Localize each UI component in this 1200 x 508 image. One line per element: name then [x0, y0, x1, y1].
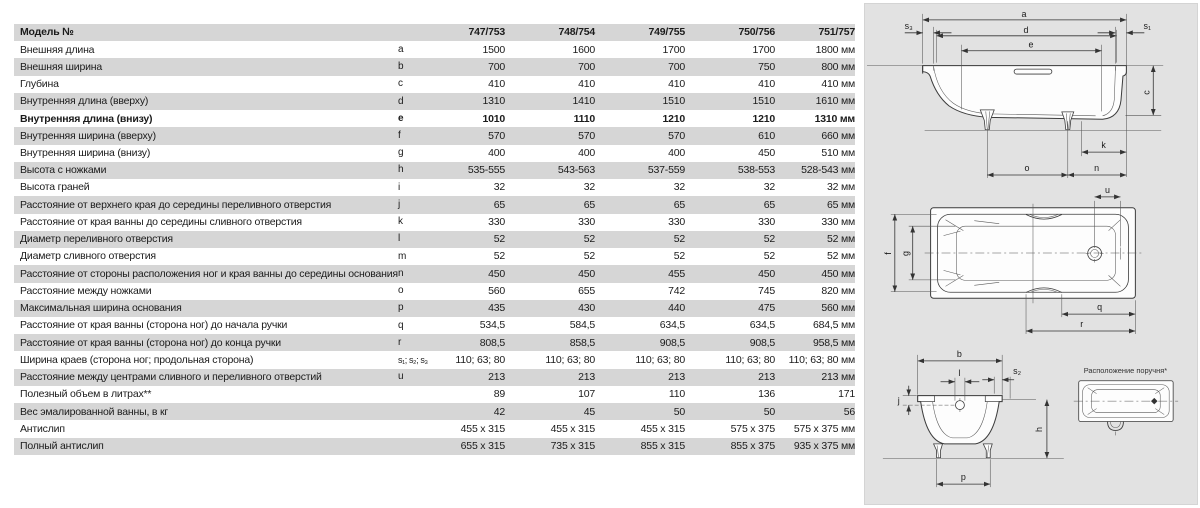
row-value: 634,5 — [659, 319, 685, 332]
dim-label-s2: s₂ — [1013, 365, 1022, 376]
row-value: 52 — [763, 233, 775, 246]
row-value: 50 — [673, 405, 685, 418]
table-row — [14, 283, 855, 300]
row-value: 330 — [668, 215, 685, 228]
row-value: 450 — [578, 267, 595, 280]
row-value: 1310 — [482, 95, 505, 108]
row-value: 450 — [758, 147, 775, 159]
diagram-panel — [864, 3, 1198, 505]
row-value: 330 — [758, 215, 775, 228]
row-value: 535-555 — [467, 164, 505, 177]
row-value: 455 x 315 — [460, 422, 505, 435]
row-value: 610 — [758, 129, 775, 142]
table-row — [14, 334, 855, 351]
dim-label-g: g — [900, 251, 911, 256]
row-value: 908,5 — [749, 336, 775, 349]
row-value: 65 — [673, 198, 685, 211]
row-value: 534,5 — [479, 319, 505, 332]
dim-label-j: j — [897, 395, 900, 406]
row-label: Высота с ножками — [20, 165, 107, 176]
top-view-drawing — [883, 185, 1143, 334]
row-value: 570 — [668, 129, 685, 142]
row-value: 52 — [493, 250, 505, 263]
dim-label-c: c — [1141, 90, 1152, 95]
row-value: 584,5 — [569, 319, 595, 332]
row-value: 908,5 — [659, 336, 685, 349]
row-value: 410 — [758, 78, 775, 91]
row-letter: k — [398, 216, 403, 228]
row-value: 56 — [843, 405, 855, 418]
row-value: 455 x 315 — [640, 422, 685, 435]
row-value: 330 — [578, 215, 595, 228]
table-row — [14, 231, 855, 248]
row-value: 42 — [493, 405, 505, 418]
row-value: 430 — [578, 302, 595, 315]
spec-table — [14, 24, 855, 455]
row-letter: c — [398, 78, 403, 90]
row-value: 65 — [583, 198, 595, 211]
row-value: 50 — [763, 405, 775, 418]
row-value: 136 — [758, 388, 775, 401]
table-row — [14, 351, 855, 368]
row-value: 32 — [583, 181, 595, 194]
row-value: 700 — [578, 60, 595, 73]
row-label: Вес эмалированной ванны, в кг — [20, 406, 169, 418]
dim-label-d: d — [1023, 24, 1029, 35]
row-value: 808,5 — [479, 336, 505, 349]
row-letter: i — [398, 181, 401, 193]
row-label: Внутренняя ширина (внизу) — [20, 148, 151, 159]
row-value: 858,5 — [569, 336, 595, 349]
row-value: 110; 63; 80 — [455, 353, 505, 366]
table-row — [14, 214, 855, 231]
row-value: 570 — [488, 129, 505, 142]
table-row — [14, 196, 855, 213]
row-value: 575 x 375 — [730, 422, 775, 435]
row-label: Расстояние от края ванны (сторона ног) до начала ручки — [20, 320, 288, 331]
table-row — [14, 41, 855, 58]
row-value: 110; 63; 80 — [725, 353, 775, 366]
handle-note: Расположение поручня* — [1083, 365, 1168, 375]
side-view-drawing — [867, 9, 1163, 178]
row-value: 655 — [578, 284, 595, 297]
row-value: 1600 — [572, 43, 595, 56]
dim-label-b: b — [956, 348, 962, 359]
row-value: 475 — [758, 302, 775, 315]
row-value: 800 мм — [821, 60, 855, 73]
table-row — [14, 386, 855, 403]
dim-label-e: e — [1028, 39, 1034, 50]
row-value: 1700 — [752, 43, 775, 56]
row-value: 110; 63; 80 — [545, 353, 595, 366]
row-value: 52 — [493, 233, 505, 246]
row-value: 1210 — [752, 112, 775, 125]
row-value: 1510 — [662, 95, 685, 108]
row-value: 537-559 — [647, 164, 685, 177]
row-letter: s₁; s₂; s₃ — [398, 354, 428, 365]
row-label: Максимальная ширина основания — [20, 303, 182, 314]
table-row — [14, 300, 855, 317]
table-row — [14, 162, 855, 179]
table-row — [14, 317, 855, 334]
row-value: 560 мм — [821, 302, 855, 315]
row-value: 745 — [758, 284, 775, 297]
row-letter: g — [398, 147, 404, 159]
row-label: Высота граней — [20, 182, 90, 193]
row-value: 65 — [493, 198, 505, 211]
row-value: 52 мм — [826, 250, 855, 263]
row-value: 1310 мм — [814, 112, 855, 125]
row-value: 32 — [673, 181, 685, 194]
row-label: Внешняя длина — [20, 44, 95, 56]
row-value: 330 — [488, 215, 505, 228]
row-value: 655 x 315 — [460, 439, 505, 452]
table-row — [14, 403, 855, 420]
row-letter: o — [398, 285, 404, 297]
row-letter: h — [398, 164, 404, 176]
row-value: 32 — [493, 181, 505, 194]
table-row — [14, 58, 855, 75]
row-value: 575 x 375 мм — [793, 422, 855, 435]
row-value: 750 — [758, 60, 775, 73]
row-letter: q — [398, 319, 404, 331]
model-header-label: Модель № — [20, 27, 74, 38]
row-value: 958,5 мм — [812, 336, 855, 349]
row-value: 213 — [758, 371, 775, 384]
row-value: 684,5 мм — [812, 319, 855, 332]
dim-label-a: a — [1021, 8, 1027, 19]
dim-label-n: n — [1094, 162, 1100, 173]
row-value: 735 x 315 — [550, 439, 595, 452]
row-value: 455 — [668, 267, 685, 280]
table-row — [14, 265, 855, 282]
row-value: 213 — [578, 371, 595, 384]
row-label: Глубина — [20, 79, 59, 90]
row-value: 1610 мм — [815, 95, 855, 108]
row-label: Ширина краев (сторона ног; продольная сторона) — [20, 354, 254, 366]
row-value: 52 — [583, 250, 595, 263]
row-value: 538-553 — [737, 164, 775, 177]
row-label: Расстояние между ножками — [20, 285, 152, 297]
row-letter: u — [398, 371, 404, 383]
bathtub-drawings-svg — [864, 3, 1198, 505]
row-value: 213 мм — [821, 371, 855, 384]
dim-label-f: f — [882, 252, 893, 255]
row-letter: e — [398, 112, 404, 124]
row-label: Внутренняя длина (внизу) — [20, 113, 153, 125]
row-value: 410 мм — [821, 78, 855, 91]
row-value: 700 — [488, 60, 505, 73]
row-value: 45 — [583, 405, 595, 418]
table-row — [14, 420, 855, 437]
row-value: 110; 63; 80 мм — [788, 353, 855, 366]
model-number-header: 749/755 — [648, 26, 685, 39]
dim-label-k: k — [1101, 140, 1106, 151]
model-number-header: 751/757 — [818, 26, 855, 39]
dim-label-r: r — [1080, 319, 1084, 330]
row-value: 52 мм — [826, 233, 855, 246]
row-letter: a — [398, 43, 404, 55]
row-value: 400 — [488, 147, 505, 159]
dim-label-h: h — [1033, 426, 1044, 432]
model-number-header: 747/753 — [468, 26, 505, 39]
row-value: 855 x 315 — [640, 439, 685, 452]
row-letter: n — [398, 267, 404, 279]
row-value: 1800 мм — [815, 43, 855, 56]
row-value: 65 — [763, 198, 775, 211]
row-label: Расстояние от края ванны до середины сливного отверстия — [20, 216, 302, 228]
row-value: 455 x 315 — [550, 422, 595, 435]
handle-position-drawing — [1074, 366, 1178, 436]
table-row — [14, 179, 855, 196]
row-value: 435 — [488, 302, 505, 315]
row-label: Антислип — [20, 423, 65, 435]
row-value: 700 — [668, 60, 685, 73]
table-row — [14, 248, 855, 265]
row-label: Диаметр сливного отверстия — [20, 251, 156, 262]
row-value: 1700 — [662, 43, 685, 56]
row-label: Расстояние между центрами сливного и переливного отверстий — [20, 372, 322, 383]
row-value: 32 мм — [826, 181, 855, 194]
row-value: 1510 — [752, 95, 775, 108]
dim-label-q: q — [1097, 302, 1103, 313]
row-value: 1010 — [482, 112, 505, 125]
table-row — [14, 110, 855, 127]
row-letter: d — [398, 95, 404, 107]
row-value: 1500 — [482, 43, 505, 56]
row-value: 213 — [488, 371, 505, 384]
table-row — [14, 145, 855, 162]
row-value: 410 — [578, 78, 595, 91]
row-value: 450 — [488, 267, 505, 280]
dim-label-s3: s₃ — [904, 20, 913, 31]
row-value: 1110 — [573, 112, 595, 125]
row-value: 410 — [668, 78, 685, 91]
row-label: Внутренняя ширина (вверху) — [20, 130, 156, 142]
row-value: 440 — [668, 302, 685, 315]
row-value: 410 — [488, 78, 505, 91]
row-value: 107 — [578, 388, 595, 401]
row-value: 510 мм — [821, 147, 855, 159]
row-value: 32 — [763, 181, 775, 194]
row-label: Внутренняя длина (вверху) — [20, 96, 149, 107]
row-value: 660 мм — [821, 129, 855, 142]
table-row — [14, 127, 855, 144]
table-row — [14, 76, 855, 93]
row-value: 820 мм — [821, 284, 855, 297]
row-value: 52 — [763, 250, 775, 263]
row-value: 1210 — [662, 112, 685, 125]
row-letter: m — [398, 250, 407, 262]
dim-label-u: u — [1105, 184, 1111, 195]
row-label: Полезный объем в литрах** — [20, 389, 152, 400]
row-letter: f — [398, 130, 401, 142]
row-value: 52 — [673, 250, 685, 263]
row-value: 634,5 — [749, 319, 775, 332]
row-value: 330 мм — [821, 215, 855, 228]
row-value: 935 x 375 мм — [793, 439, 855, 452]
row-value: 570 — [578, 129, 595, 142]
table-header-row — [14, 24, 855, 41]
row-label: Расстояние от верхнего края до середины переливного отверстия — [20, 199, 332, 211]
dim-label-s1: s₁ — [1143, 20, 1152, 31]
row-value: 560 — [488, 284, 505, 297]
table-row — [14, 93, 855, 110]
dim-label-o: o — [1024, 162, 1030, 173]
row-value: 171 — [838, 388, 855, 401]
row-letter: l — [398, 233, 401, 245]
row-label: Расстояние от стороны расположения ног и края ванны до середины основания — [20, 268, 398, 280]
dim-label-p: p — [960, 472, 966, 483]
row-value: 89 — [493, 388, 505, 401]
row-value: 52 — [583, 233, 595, 246]
table-row — [14, 438, 855, 455]
row-label: Полный антислип — [20, 440, 104, 452]
row-value: 400 — [578, 147, 595, 159]
row-value: 450 — [758, 267, 775, 280]
row-label: Расстояние от края ванны (сторона ног) до конца ручки — [20, 337, 281, 349]
model-number-header: 750/756 — [738, 26, 775, 39]
row-value: 450 мм — [821, 267, 855, 280]
dim-label-l: l — [958, 367, 961, 378]
row-label: Диаметр переливного отверстия — [20, 234, 173, 245]
cross-section-drawing — [883, 349, 1064, 487]
row-value: 52 — [673, 233, 685, 246]
row-value: 65 мм — [826, 198, 855, 211]
row-value: 855 x 375 — [730, 439, 775, 452]
row-letter: r — [398, 336, 402, 348]
row-value: 400 — [668, 147, 685, 159]
row-value: 110 — [668, 388, 685, 401]
row-value: 543-563 — [557, 164, 595, 177]
row-label: Внешняя ширина — [20, 61, 102, 73]
row-value: 213 — [668, 371, 685, 384]
model-number-header: 748/754 — [558, 26, 595, 39]
row-value: 1410 — [572, 95, 595, 108]
row-value: 528-543 мм — [801, 164, 855, 177]
row-letter: j — [398, 198, 401, 210]
row-value: 742 — [668, 284, 685, 297]
row-letter: p — [398, 302, 404, 314]
row-value: 110; 63; 80 — [635, 353, 685, 366]
row-letter: b — [398, 61, 404, 73]
table-row — [14, 369, 855, 386]
